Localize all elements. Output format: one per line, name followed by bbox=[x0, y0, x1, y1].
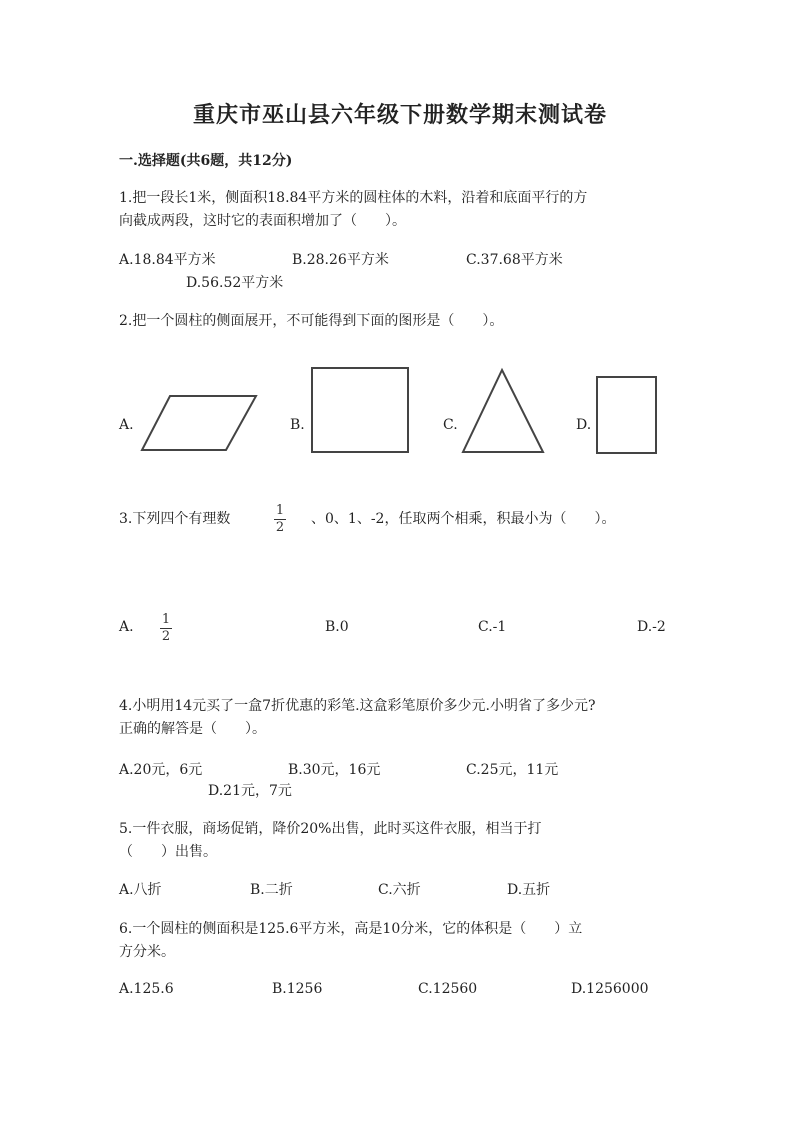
question-4-text-line2: 正确的解答是（ ）。 bbox=[119, 721, 266, 737]
option-a[interactable]: A. bbox=[119, 417, 134, 433]
option-d[interactable]: D.-2 bbox=[637, 619, 666, 635]
option-a[interactable]: A. bbox=[119, 619, 134, 635]
triangle-figure bbox=[460, 367, 546, 455]
narrow-rectangle-figure bbox=[595, 375, 659, 455]
question-6-text-line2: 方分米。 bbox=[119, 944, 175, 960]
question-5-text-line1: 5.一件衣服，商场促销，降价20%出售，此时买这件衣服，相当于打 bbox=[119, 821, 542, 837]
option-b[interactable]: B.30元，16元 bbox=[288, 762, 381, 778]
fraction-one-half bbox=[159, 613, 173, 644]
page-title: 重庆市巫山县六年级下册数学期末测试卷 bbox=[192, 102, 607, 128]
rectangle-figure bbox=[310, 366, 412, 454]
section-heading: 一.选择题(共6题，共12分) bbox=[119, 153, 293, 169]
option-a[interactable]: A.八折 bbox=[119, 882, 162, 898]
fraction-denominator: 2 bbox=[161, 629, 171, 644]
option-d[interactable]: D. bbox=[576, 417, 592, 433]
option-c[interactable]: C.12560 bbox=[418, 981, 478, 997]
option-b[interactable]: B.0 bbox=[325, 619, 349, 635]
question-1-text-line2: 向截成两段，这时它的表面积增加了（ ）。 bbox=[119, 213, 406, 229]
question-2-text: 2.把一个圆柱的侧面展开，不可能得到下面的图形是（ ）。 bbox=[119, 313, 504, 329]
option-a[interactable]: A.125.6 bbox=[119, 981, 174, 997]
option-a[interactable]: A.20元，6元 bbox=[119, 762, 203, 778]
parallelogram-figure bbox=[140, 392, 260, 454]
fraction-numerator: 1 bbox=[275, 503, 285, 518]
option-b[interactable]: B.二折 bbox=[250, 882, 293, 898]
fraction-denominator: 2 bbox=[275, 520, 285, 535]
fraction-numerator: 1 bbox=[161, 612, 171, 627]
option-a[interactable]: A.18.84平方米 bbox=[119, 252, 216, 268]
question-3-text-prefix: 3.下列四个有理数 bbox=[119, 511, 231, 527]
option-d[interactable]: D.56.52平方米 bbox=[186, 275, 284, 291]
question-5-text-line2: （ ）出售。 bbox=[119, 844, 217, 860]
option-b[interactable]: B. bbox=[290, 417, 305, 433]
fraction-one-half bbox=[273, 504, 287, 535]
question-6-text-line1: 6.一个圆柱的侧面积是125.6平方米，高是10分米，它的体积是（ ）立 bbox=[119, 921, 583, 937]
option-d[interactable]: D.五折 bbox=[507, 882, 551, 898]
option-b[interactable]: B.28.26平方米 bbox=[292, 252, 389, 268]
option-c[interactable]: C.25元，11元 bbox=[466, 762, 559, 778]
option-c[interactable]: C.-1 bbox=[478, 619, 507, 635]
option-c[interactable]: C.37.68平方米 bbox=[466, 252, 563, 268]
option-d[interactable]: D.1256000 bbox=[571, 981, 649, 997]
option-c[interactable]: C. bbox=[443, 417, 458, 433]
question-4-text-line1: 4.小明用14元买了一盒7折优惠的彩笔.这盒彩笔原价多少元.小明省了多少元? bbox=[119, 698, 596, 714]
option-d[interactable]: D.21元，7元 bbox=[208, 783, 292, 799]
question-3-text-suffix: 、0、1、-2，任取两个相乘，积最小为（ ）。 bbox=[311, 511, 616, 527]
question-1-text-line1: 1.把一段长1米，侧面积18.84平方米的圆柱体的木料，沿着和底面平行的方 bbox=[119, 190, 588, 206]
option-b[interactable]: B.1256 bbox=[272, 981, 323, 997]
option-c[interactable]: C.六折 bbox=[378, 882, 421, 898]
